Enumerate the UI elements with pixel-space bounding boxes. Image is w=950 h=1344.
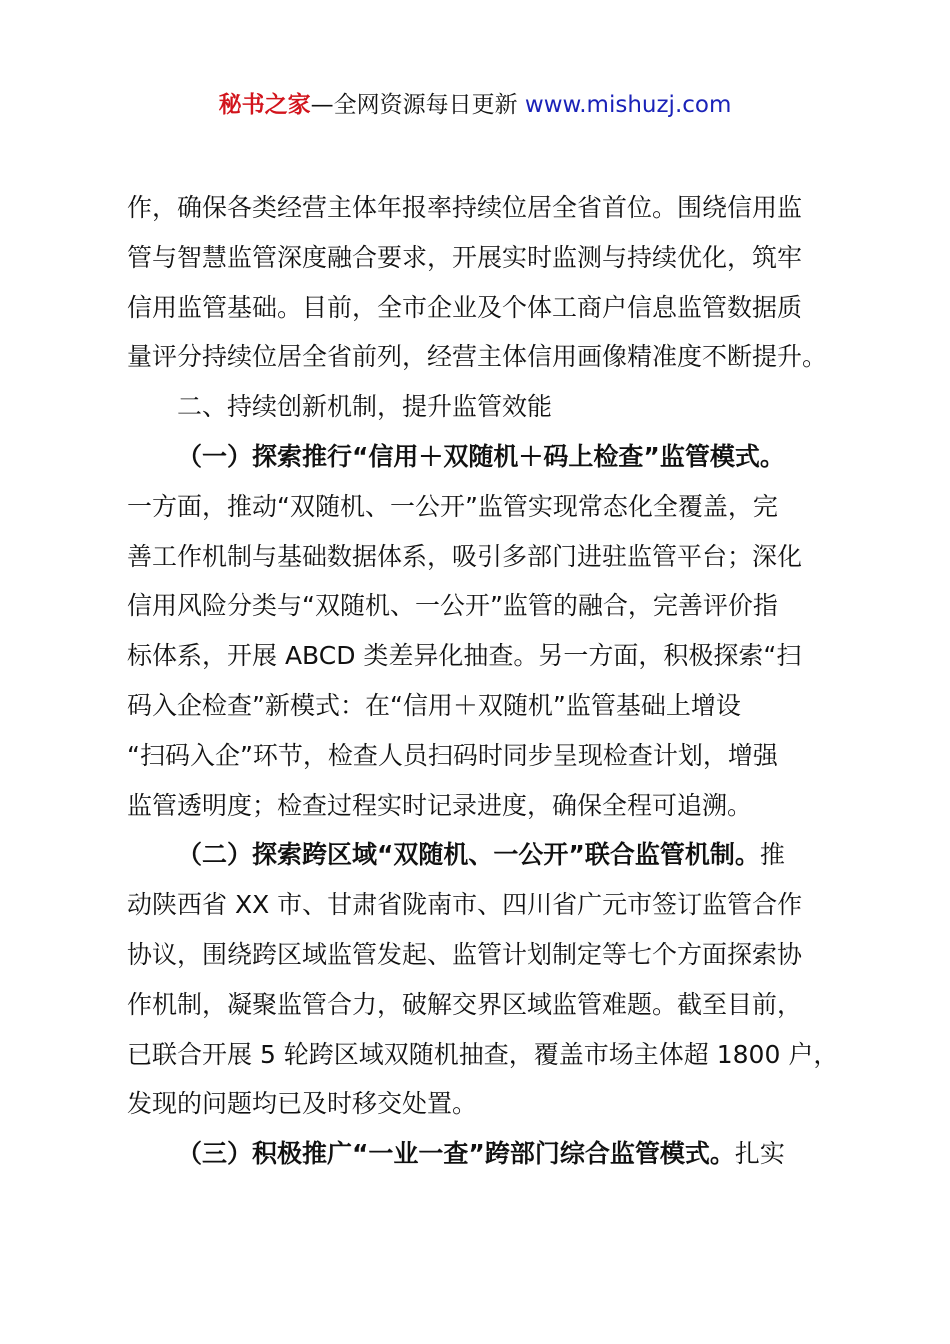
paragraph-line-15: 动陕西省 XX 市、甘肃省陇南市、四川省广元市签订监管合作	[127, 890, 803, 920]
paragraph-line-12: “扫码入企”环节，检查人员扫码时同步呈现检查计划，增强	[127, 740, 778, 770]
paragraph-line-20	[127, 1129, 847, 1179]
subsection-heading-3: （三）积极推广“一业一查”跨部门综合监管模式。	[177, 1139, 735, 1169]
header-brand: 秘书之家	[218, 92, 311, 118]
paragraph-line-8: 善工作机制与基础数据体系，吸引多部门进驻监管平台；深化	[127, 541, 803, 571]
paragraph-line-7: 一方面，推动“双随机、一公开”监管实现常态化全覆盖，完	[127, 491, 778, 521]
paragraph-line-3: 信用监管基础。目前，全市企业及个体工商户信息监管数据质	[127, 292, 803, 322]
paragraph-line-20-text: 扎实	[734, 1139, 785, 1169]
header-tagline: —全网资源每日更新	[310, 92, 525, 118]
paragraph-line-19: 发现的问题均已及时移交处置。	[127, 1089, 478, 1119]
page-header	[0, 88, 950, 122]
document-body	[127, 183, 847, 1179]
section-heading-2: 二、持续创新机制，提升监管效能	[177, 392, 553, 422]
subsection-heading-2: （二）探索跨区域“双随机、一公开”联合监管机制。	[177, 840, 760, 870]
paragraph-line-14	[127, 830, 847, 880]
paragraph-line-16: 协议，围绕跨区域监管发起、监管计划制定等七个方面探索协	[127, 939, 803, 969]
paragraph-line-14-text: 推	[759, 840, 785, 870]
paragraph-line-1: 作，确保各类经营主体年报率持续位居全省首位。围绕信用监	[127, 193, 803, 222]
paragraph-line-13: 监管透明度；检查过程实时记录进度，确保全程可追溯。	[127, 790, 753, 820]
paragraph-line-10: 标体系，开展 ABCD 类差异化抽查。另一方面，积极探索“扫	[127, 641, 802, 671]
paragraph-line-4: 量评分持续位居全省前列，经营主体信用画像精准度不断提升。	[127, 342, 828, 372]
paragraph-line-9: 信用风险分类与“双随机、一公开”监管的融合，完善评价指	[127, 591, 778, 621]
header-url[interactable]: www.mishuzj.com	[524, 92, 732, 118]
paragraph-line-17: 作机制，凝聚监管合力，破解交界区域监管难题。截至目前，	[127, 989, 803, 1019]
paragraph-line-11: 码入企检查”新模式：在“信用＋双随机”监管基础上增设	[127, 690, 741, 720]
paragraph-line-2: 管与智慧监管深度融合要求，开展实时监测与持续优化，筑牢	[127, 242, 803, 272]
paragraph-line-18: 已联合开展 5 轮跨区域双随机抽查，覆盖市场主体超 1800 户，	[127, 1039, 839, 1069]
subsection-heading-1: （一）探索推行“信用＋双随机＋码上检查”监管模式。	[177, 441, 785, 471]
